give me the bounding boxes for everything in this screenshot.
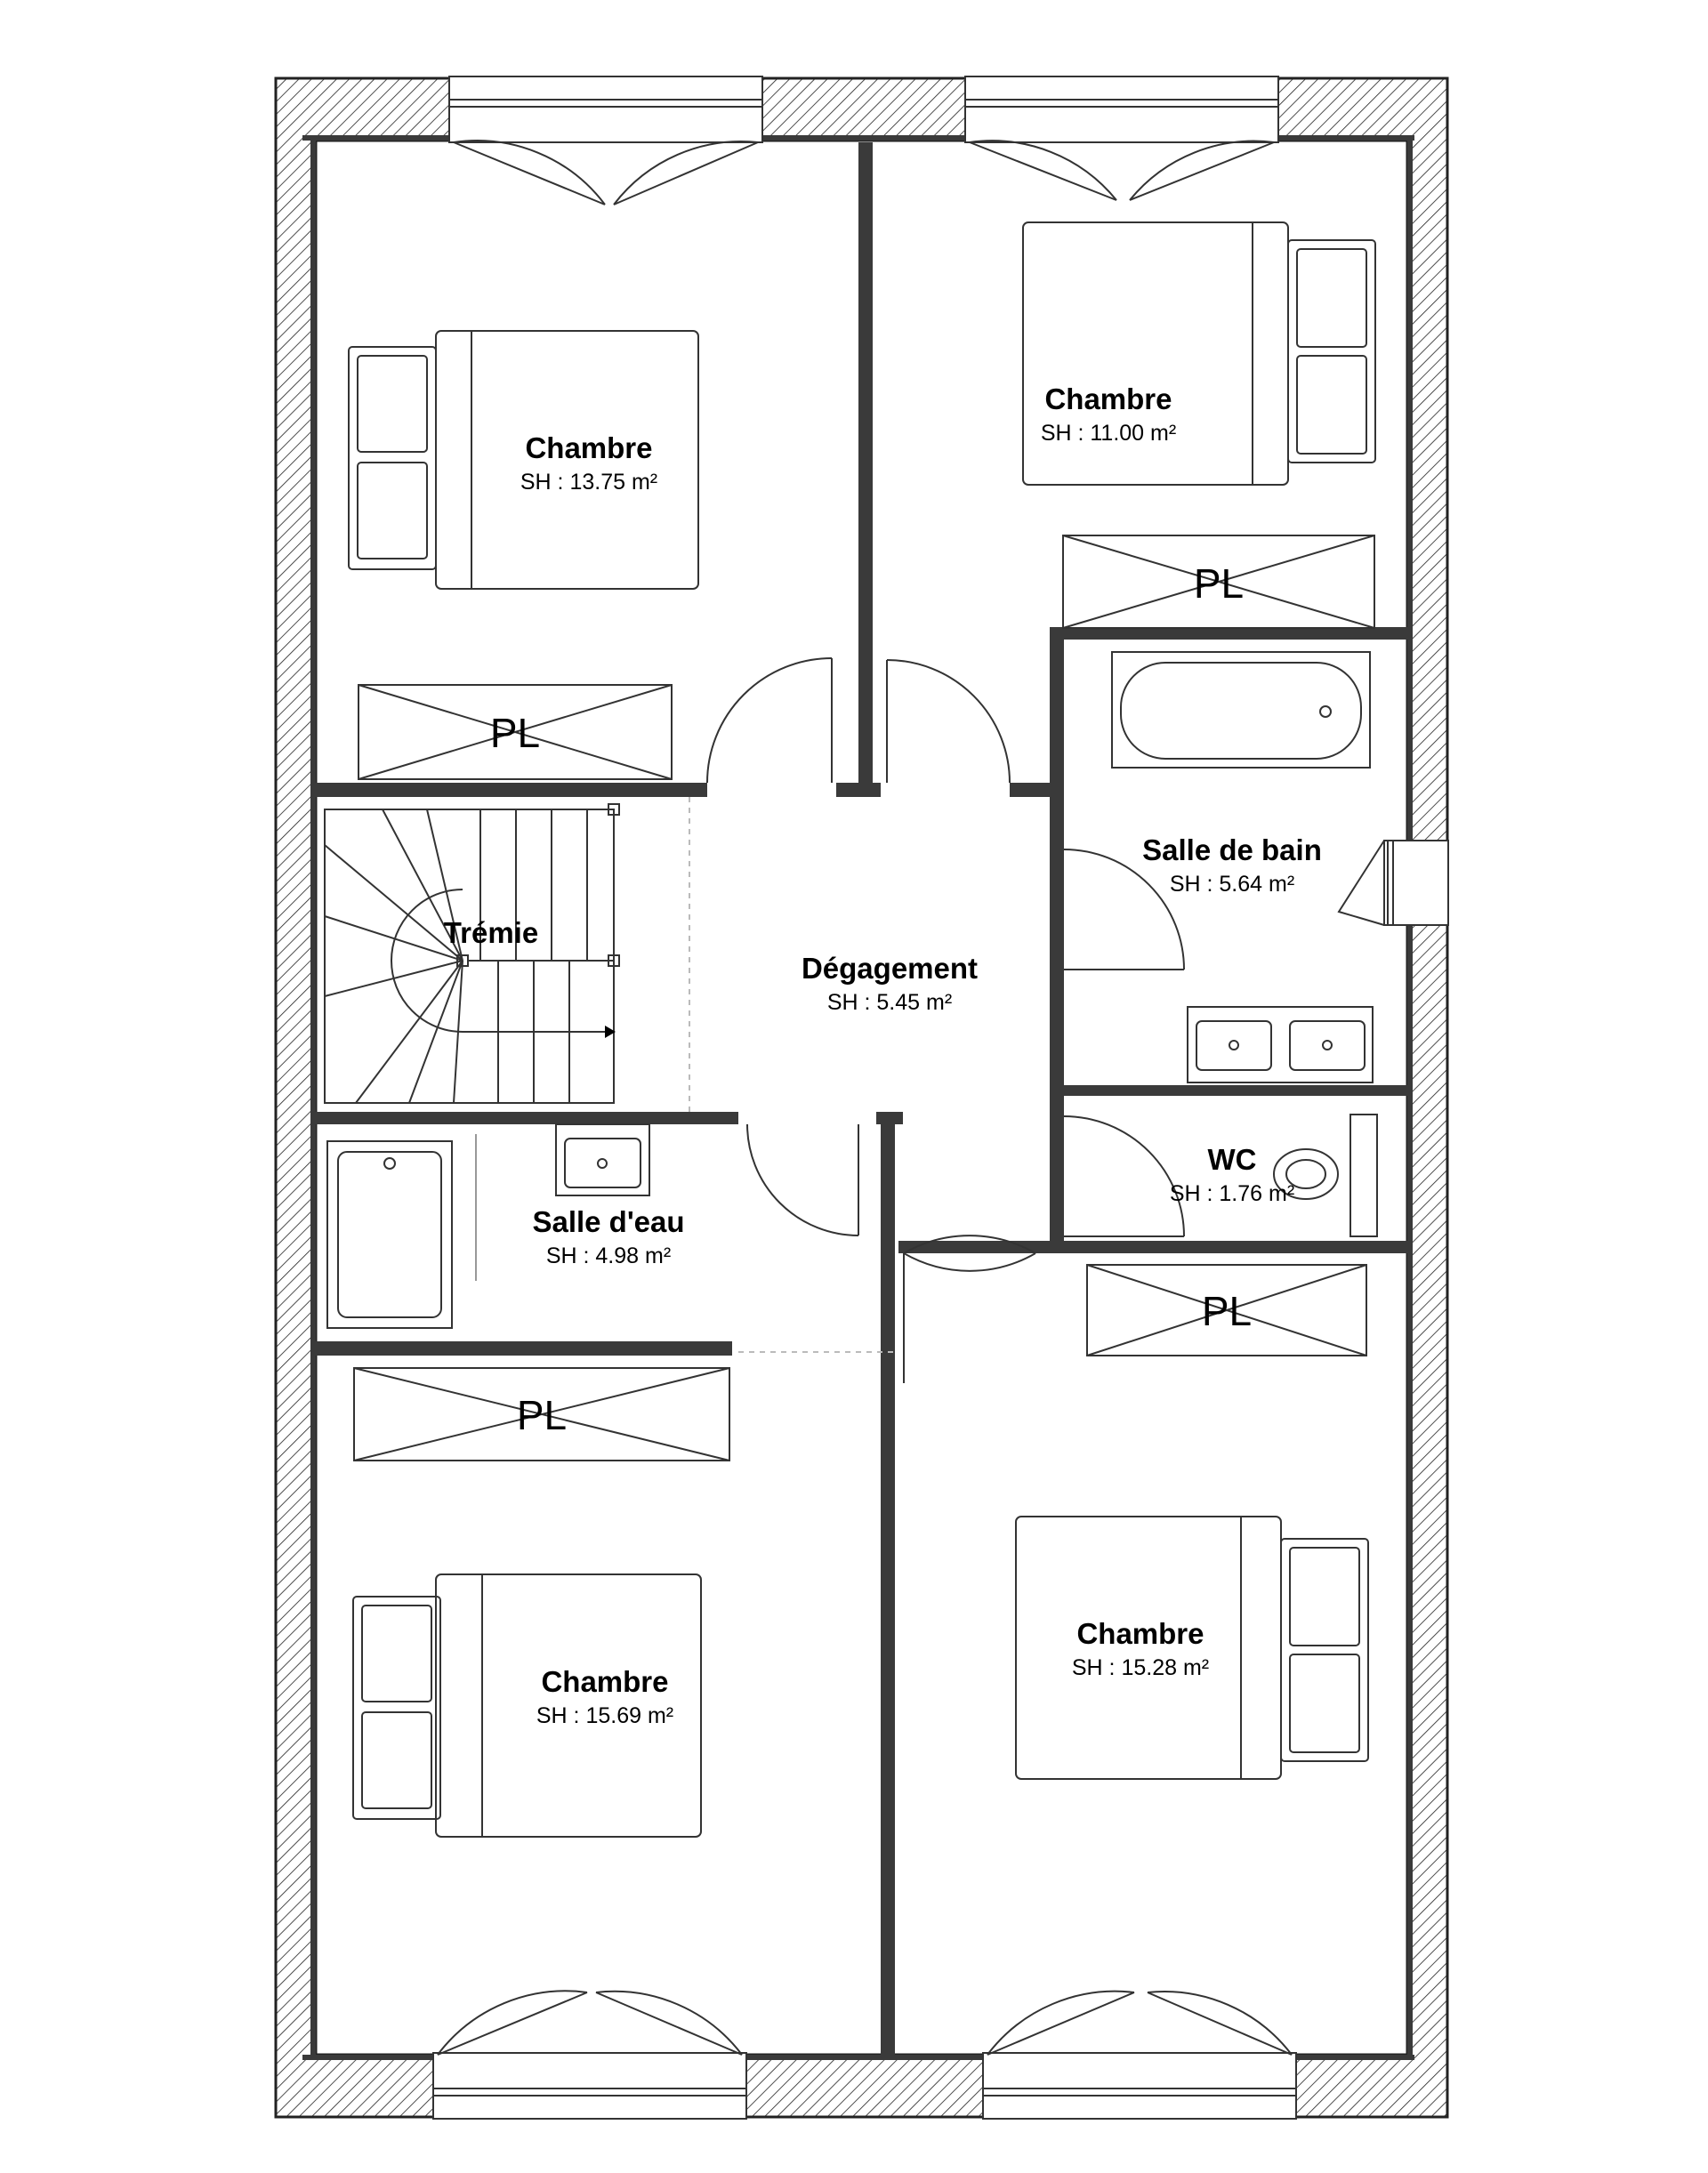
room-area-degagement: SH : 5.45 m² [826,990,953,1015]
window-east [1339,841,1448,925]
closet-nw [359,685,672,779]
room-name-degagement: Dégagement [801,952,979,985]
closet-label: PL [1193,560,1245,607]
toilet [1274,1115,1377,1236]
room-name-chambre-sw: Chambre [541,1665,669,1698]
closet-sw [354,1368,729,1461]
room-name-wc: WC [1207,1143,1257,1176]
interior-walls [316,142,1407,2055]
room-area-chambre-nw: SH : 13.75 m² [520,470,658,495]
staircase [325,797,898,1352]
bathtub-salle-de-bain [1112,652,1370,768]
bathtub-salle-deau [327,1134,476,1328]
closet-label: PL [1201,1288,1253,1334]
closet-label: PL [489,710,541,756]
sink-salle-deau [556,1124,649,1195]
room-name-chambre-ne: Chambre [1044,382,1172,415]
room-area-chambre-sw: SH : 15.69 m² [536,1703,674,1728]
room-area-wc: SH : 1.76 m² [1169,1181,1295,1206]
room-name-salle-deau: Salle d'eau [532,1205,685,1238]
room-area-salle-de-bain: SH : 5.64 m² [1169,872,1295,897]
room-name-tremie: Trémie [443,916,539,949]
room-name-salle-de-bain: Salle de bain [1142,833,1322,866]
window-leaves-bottom [438,1991,1292,2055]
room-area-salle-deau: SH : 4.98 m² [545,1243,672,1268]
room-area-chambre-se: SH : 15.28 m² [1071,1655,1210,1680]
closet-ne [1063,535,1374,628]
room-name-chambre-se: Chambre [1076,1617,1204,1650]
double-sink [1188,1007,1373,1082]
room-name-chambre-nw: Chambre [525,431,653,464]
closet-se [1087,1265,1366,1356]
room-area-chambre-ne: SH : 11.00 m² [1040,421,1177,446]
closet-label: PL [516,1392,568,1438]
